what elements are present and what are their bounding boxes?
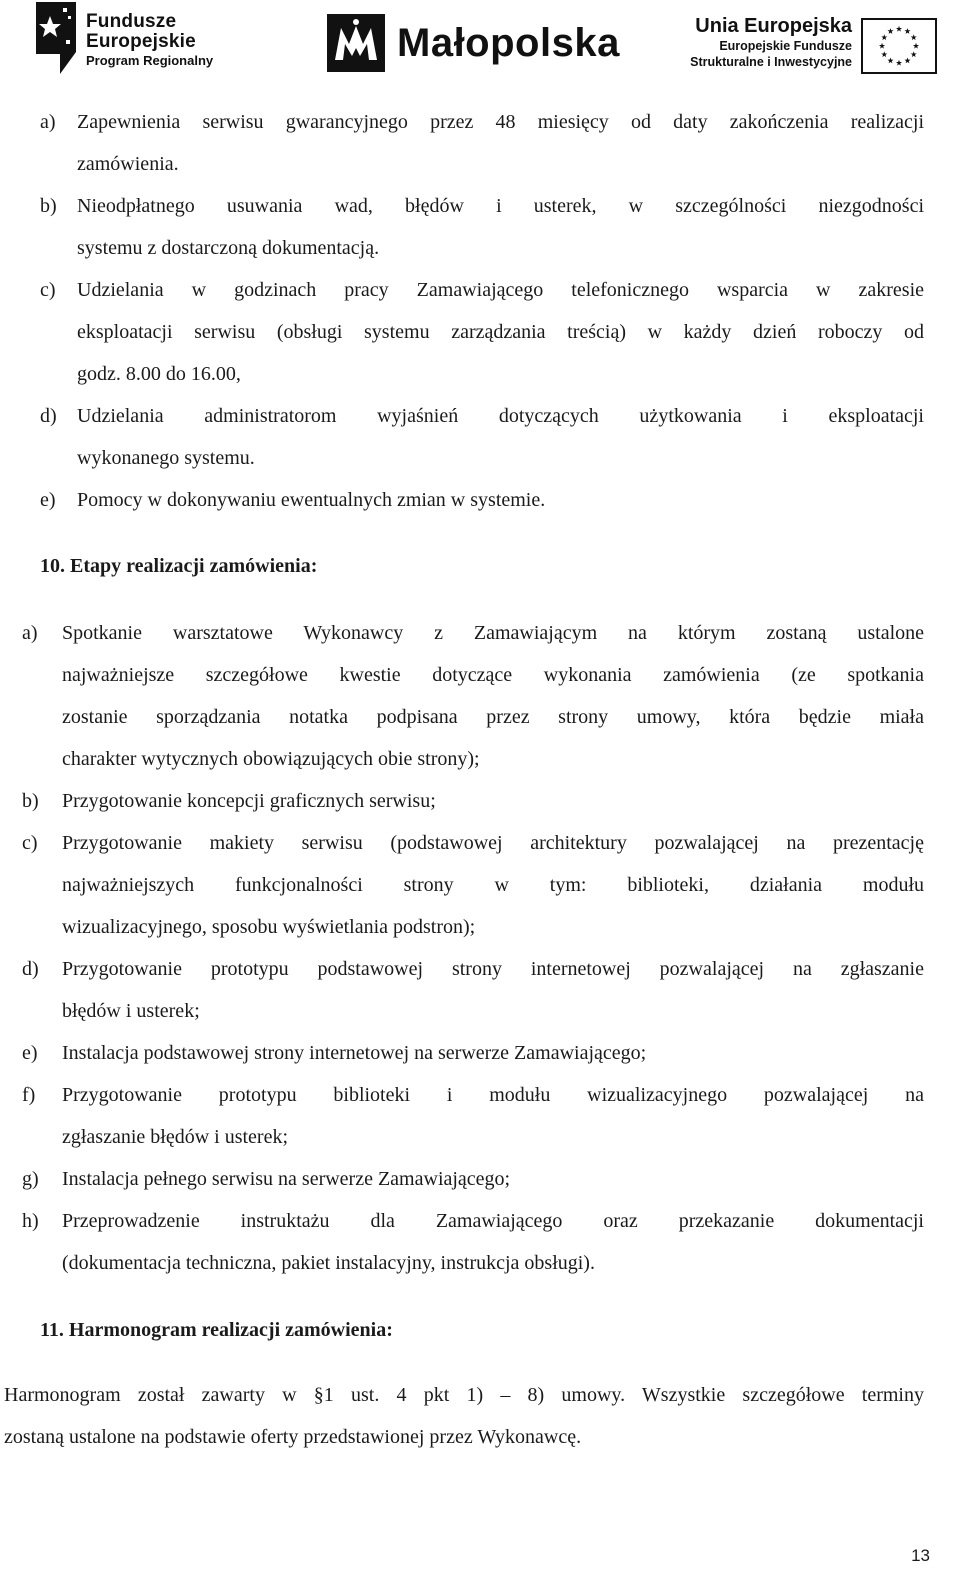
ue-logo-line1: Unia Europejska [695,15,852,37]
list-item-line: Przeprowadzenie instruktażu dla Zamawiającego oraz przekazanie dokumentacji [62,1210,924,1232]
malopolska-emblem-icon [327,14,385,72]
unia-europejska-logo [678,14,948,74]
list-item-label: e) [40,489,56,511]
schedule-paragraph-line: Harmonogram został zawarty w §1 ust. 4 pkt 1) – 8) umowy. Wszystkie szczegółowe terminy [4,1384,924,1406]
fe-logo-line2: Europejskie [86,31,196,52]
list-item-line: najważniejszych funkcjonalności strony w tym: biblioteki, działania modułu [62,874,924,896]
list-item-line: charakter wytycznych obowiązujących obie strony); [62,748,480,770]
list-item-line: zostanie sporządzania notatka podpisana przez strony umowy, która będzie miała [62,706,924,728]
list-item-label: a) [22,622,38,644]
list-item-line: eksploatacji serwisu (obsługi systemu zarządzania treścią) w każdy dzień roboczy od [77,321,924,343]
malopolska-logo-text: Małopolska [397,21,620,65]
page-number: 13 [911,1546,930,1565]
list-item-line: wykonanego systemu. [77,447,255,469]
list-item-line: Spotkanie warsztatowe Wykonawcy z Zamawiającym na którym zostaną ustalone [62,622,924,644]
list-item-line: Przygotowanie prototypu biblioteki i modułu wizualizacyjnego pozwalającej na [62,1084,924,1106]
schedule-paragraph-line: zostaną ustalone na podstawie oferty przedstawionej przez Wykonawcę. [4,1426,582,1448]
list-item-line: Przygotowanie koncepcji graficznych serwisu; [62,790,436,812]
list-item-label: e) [22,1042,38,1064]
fundusze-europejskie-logo [30,2,230,74]
ue-logo-line3: Strukturalne i Inwestycyjne [690,55,852,69]
list-item-label: a) [40,111,56,133]
ue-logo-line2: Europejskie Fundusze [719,39,852,53]
header-logos [0,0,960,80]
list-item-line: (dokumentacja techniczna, pakiet instalacyjny, instrukcja obsługi). [62,1252,595,1274]
list-item-line: najważniejsze szczegółowe kwestie dotyczące wykonania zamówienia (ze spotkania [62,664,924,686]
malopolska-logo [327,14,620,74]
list-item-line: godz. 8.00 do 16.00, [77,363,241,385]
list-item-line: systemu z dostarczoną dokumentacją. [77,237,380,259]
list-item-label: g) [22,1168,39,1190]
list-item-label: c) [22,832,38,854]
list-item-line: Instalacja podstawowej strony internetowej na serwerze Zamawiającego; [62,1042,647,1064]
list-item-line: Przygotowanie prototypu podstawowej strony internetowej pozwalającej na zgłaszanie [62,958,924,980]
fe-star-flag-icon [30,2,80,74]
list-item-label: d) [22,958,39,980]
eu-flag-icon [861,18,937,74]
section-10-heading: 10. Etapy realizacji zamówienia: [40,555,318,577]
list-item-line: Przygotowanie makiety serwisu (podstawowej architektury pozwalającej na prezentację [62,832,924,854]
list-item-line: Pomocy w dokonywaniu ewentualnych zmian w systemie. [77,489,546,511]
section-11-heading: 11. Harmonogram realizacji zamówienia: [40,1319,393,1341]
list-item-line: błędów i usterek; [62,1000,200,1022]
list-item-label: f) [22,1084,36,1106]
list-item-label: c) [40,279,56,301]
list-item-line: Nieodpłatnego usuwania wad, błędów i usterek, w szczególności niezgodności [77,195,924,217]
list-item-line: zgłaszanie błędów i usterek; [62,1126,289,1148]
list-item-label: b) [40,195,57,217]
list-item-line: Udzielania administratorom wyjaśnień dotyczących użytkowania i eksploatacji [77,405,924,427]
list-item-line: wizualizacyjnego, sposobu wyświetlania podstron); [62,916,476,938]
list-item-label: d) [40,405,57,427]
list-item-line: Udzielania w godzinach pracy Zamawiającego telefonicznego wsparcia w zakresie [77,279,924,301]
list-item-label: h) [22,1210,39,1232]
fe-logo-line3: Program Regionalny [86,53,214,68]
list-item-line: Zapewnienia serwisu gwarancyjnego przez 48 miesięcy od daty zakończenia realizacji [77,111,924,133]
fe-logo-line1: Fundusze [86,11,177,32]
list-item-line: Instalacja pełnego serwisu na serwerze Zamawiającego; [62,1168,511,1190]
list-item-line: zamówienia. [77,153,179,175]
list-item-label: b) [22,790,39,812]
